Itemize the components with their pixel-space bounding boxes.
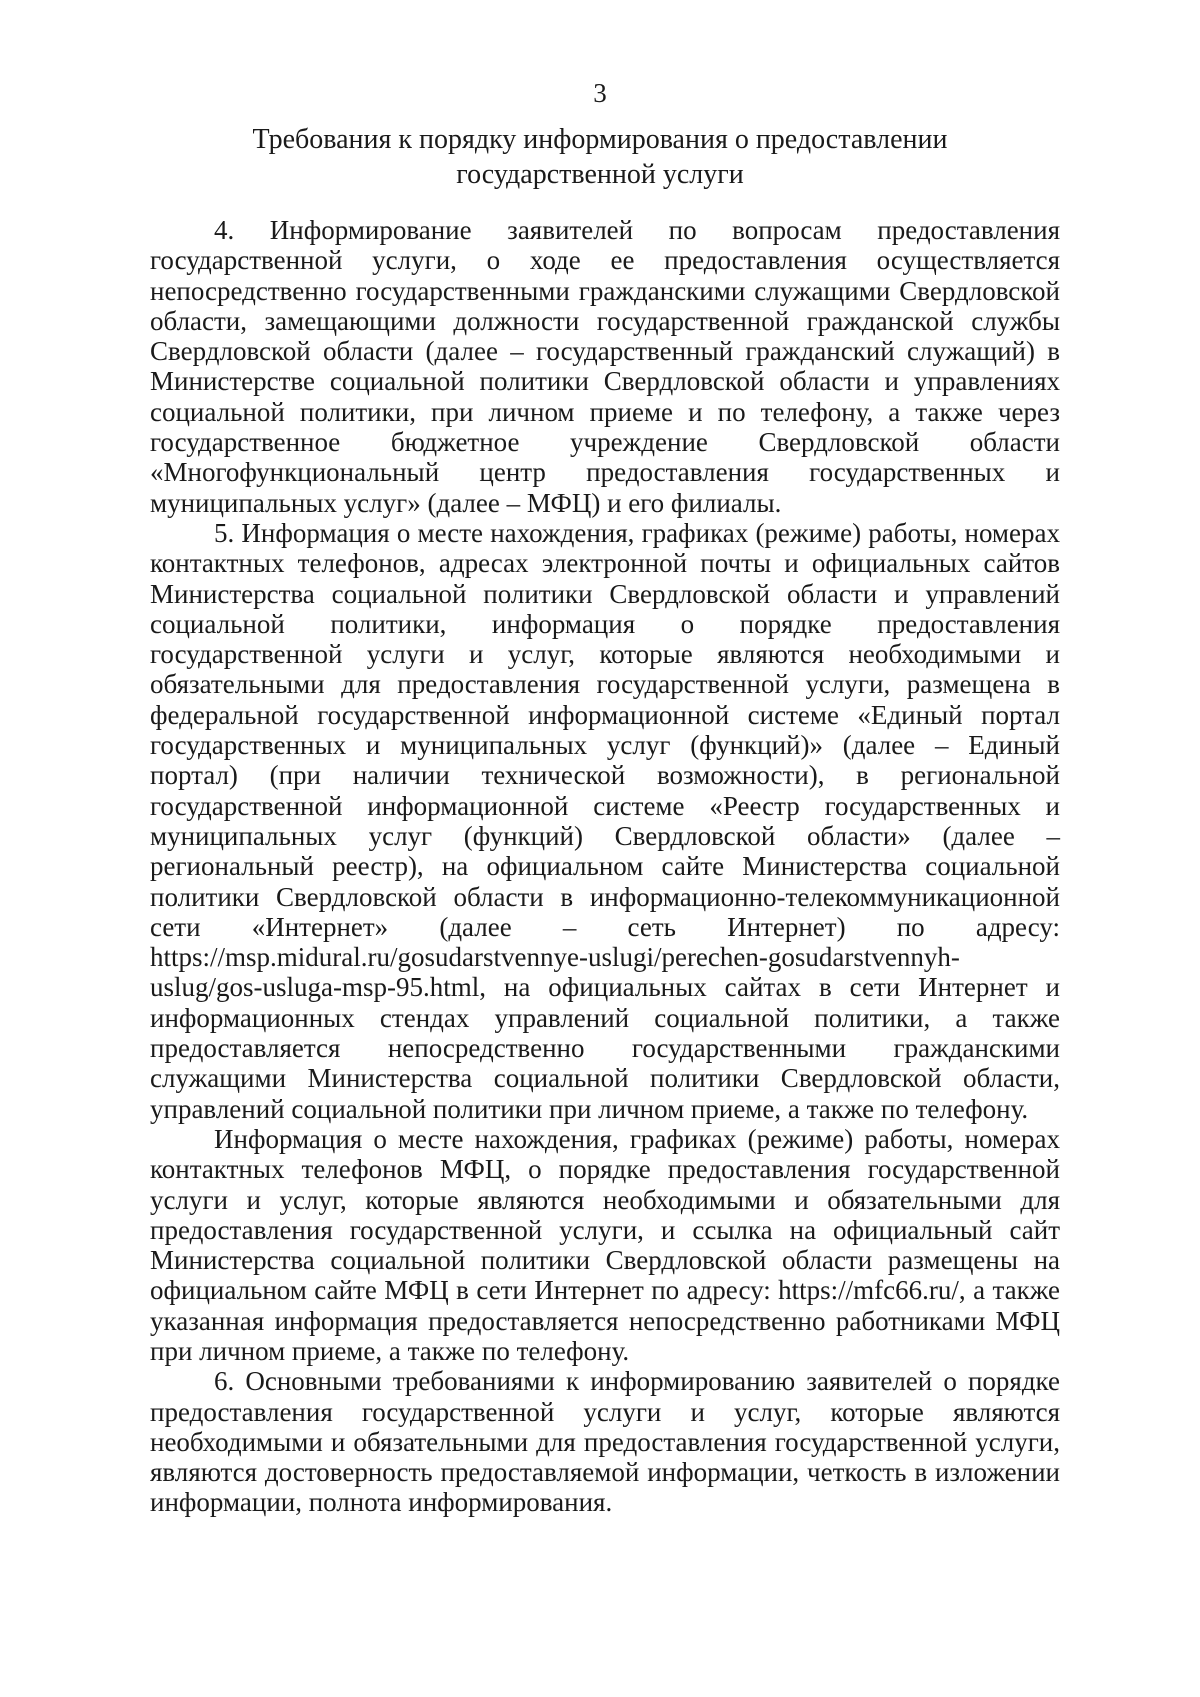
paragraph-5: 5. Информация о месте нахождения, графиках (режиме) работы, номерах контактных телефонов, адресах электронной почты и официальных сайтов Министерства социальной политики Свердловской области и управлений социальной политики, информация о порядке предоставления государственной услуги и услуг, которые являются необходимыми и обязательными для предоставления государственной услуги, размещена в федеральной государственной информационной системе «Единый портал государственных и муниципальных услуг (функций)» (далее – Единый портал) (при наличии технической возможности), в региональной государственной информационной системе «Реестр государственных и муниципальных услуг (функций) Свердловской области» (далее – региональный реестр), на официальном сайте Министерства социальной политики Свердловской области в информационно-телекоммуникационной сети «Интернет» (далее – сеть Интернет) по адресу: https://msp.midural.ru/gosudarstvennye-uslugi/perechen-gosudarstvennyh-uslug/gos-usluga-msp-95.html, на официальных сайтах в сети Интернет и информационных стендах управлений социальной политики, а также предоставляется непосредственно государственными гражданскими служащими Министерства социальной политики Свердловской области, управлений социальной политики при личном приеме, а также по телефону. (150, 517, 1060, 1124)
document-body (150, 215, 1060, 1518)
paragraph-5-continued: Информация о месте нахождения, графиках (режиме) работы, номерах контактных телефонов МФЦ, о порядке предоставления государственной услуги и услуг, которые являются необходимыми и обязательными для предоставления государственной услуги, и ссылка на официальный сайт Министерства социальной политики Свердловской области размещены на официальном сайте МФЦ в сети Интернет по адресу: https://mfc66.ru/, а также указанная информация предоставляется непосредственно работниками МФЦ при личном приеме, а также по телефону. (150, 1123, 1060, 1366)
section-title: Требования к порядку информирования о предоставлении государственной услуги (252, 124, 948, 190)
page-number: 3 (593, 78, 607, 108)
paragraph-4: 4. Информирование заявителей по вопросам предоставления государственной услуги, о ходе ее предоставления осуществляется непосредственно государственными гражданскими служащими Свердловской области, замещающими должности государственной гражданской службы Свердловской области (далее – государственный гражданский служащий) в Министерстве социальной политики Свердловской области и управлениях социальной политики, при личном приеме и по телефону, а также через государственное бюджетное учреждение Свердловской области «Многофункциональный центр предоставления государственных и муниципальных услуг» (далее – МФЦ) и его филиалы. (150, 215, 1060, 518)
paragraph-6: 6. Основными требованиями к информированию заявителей о порядке предоставления государственной услуги и услуг, которые являются необходимыми и обязательными для предоставления государственной услуги, являются достоверность предоставляемой информации, четкость в изложении информации, полнота информирования. (150, 1366, 1060, 1518)
